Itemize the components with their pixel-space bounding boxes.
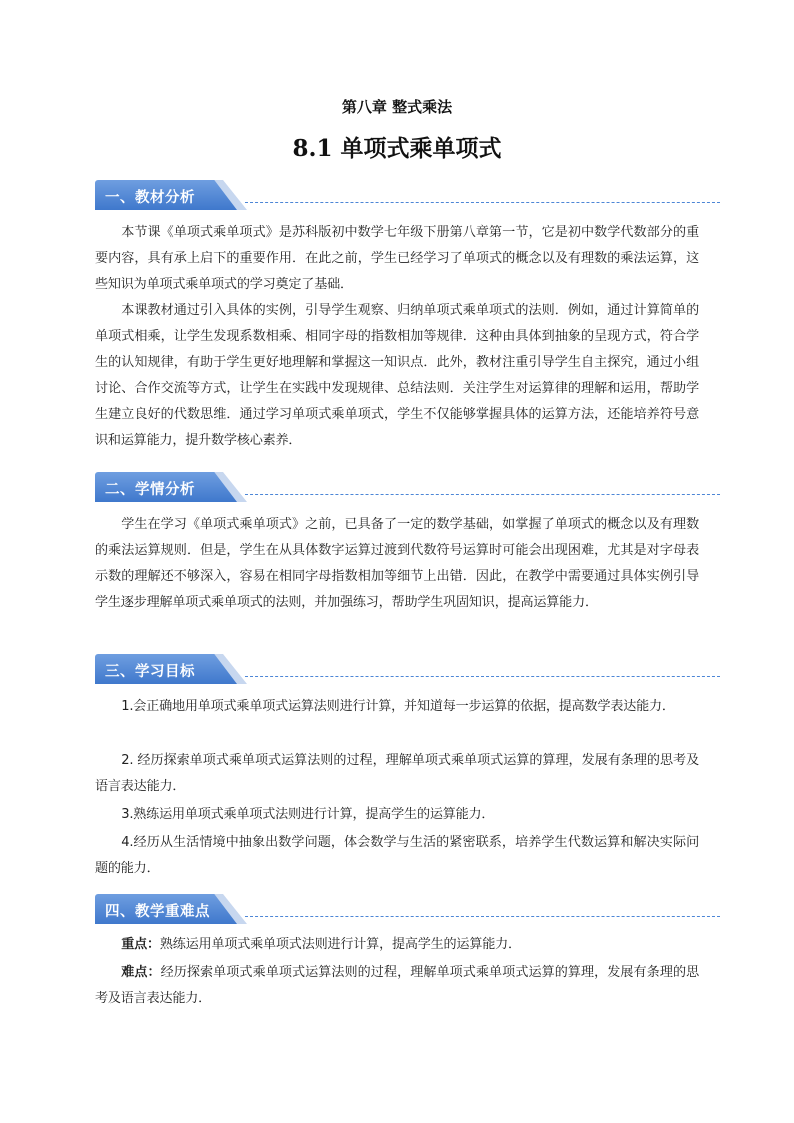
dashed-divider bbox=[245, 494, 720, 495]
paragraph: 本节课《单项式乘单项式》是苏科版初中数学七年级下册第八章第一节，它是初中数学代数部分的重要内容，具有承上启下的重要作用．在此之前，学生已经学习了单项式的概念以及有理数的乘法运算，这些知识为单项式乘单项式的学习奠定了基础． bbox=[95, 225, 699, 292]
difficult-point bbox=[95, 960, 699, 1012]
paragraph: 学生在学习《单项式乘单项式》之前，已具备了一定的数学基础，如掌握了单项式的概念以及有理数的乘法运算规则．但是，学生在从具体数字运算过渡到代数符号运算时可能会出现困难，尤其是对字母表示数的理解还不够深入，容易在相同字母指数相加等细节上出错．因此，在教学中需要通过具体实例引导学生逐步理解单项式乘单项式的法则，并加强练习，帮助学生巩固知识，提高运算能力． bbox=[95, 517, 699, 610]
key-point bbox=[95, 932, 699, 958]
chapter-title: 第八章 整式乘法 bbox=[341, 98, 453, 116]
objective-item: 3.熟练运用单项式乘单项式法则进行计算，提高学生的运算能力． bbox=[121, 807, 495, 822]
objective-item: 1.会正确地用单项式乘单项式运算法则进行计算，并知道每一步运算的依据，提高数学表达能力． bbox=[121, 699, 675, 714]
difficult-point-label: 难点： bbox=[121, 965, 161, 980]
section-heading-key-difficult-points bbox=[95, 894, 720, 924]
key-point-label: 重点： bbox=[121, 937, 160, 952]
section-heading-label: 三、学习目标 bbox=[105, 664, 195, 680]
section-heading-learning-objectives bbox=[95, 654, 720, 684]
section-heading-learning-situation bbox=[95, 472, 720, 502]
section-heading-label: 二、学情分析 bbox=[105, 482, 195, 498]
paragraph: 本课教材通过引入具体的实例，引导学生观察、归纳单项式乘单项式的法则．例如，通过计算简单的单项式相乘，让学生发现系数相乘、相同字母的指数相加等规律．这种由具体到抽象的呈现方式，符合学生的认知规律，有助于学生更好地理解和掌握这一知识点．此外，教材注重引导学生自主探究，通过小组讨论、合作交流等方式，让学生在实践中发现规律、总结法则．关注学生对运算律的理解和运用，帮助学生建立良好的代数思维．通过学习单项式乘单项式，学生不仅能够掌握具体的运算方法，还能培养符号意识和运算能力，提升数学核心素养． bbox=[95, 303, 699, 448]
section-heading-textbook-analysis bbox=[95, 180, 720, 210]
lesson-title: 8.1 单项式乘单项式 bbox=[292, 135, 502, 162]
dashed-divider bbox=[245, 916, 720, 917]
objective-item: 2. 经历探索单项式乘单项式运算法则的过程，理解单项式乘单项式运算的算理，发展有条理的思考及语言表达能力． bbox=[95, 753, 699, 794]
objective-item: 4.经历从生活情境中抽象出数学问题，体会数学与生活的紧密联系，培养学生代数运算和解决实际问题的能力． bbox=[95, 835, 699, 876]
section-heading-label: 四、教学重难点 bbox=[105, 904, 210, 920]
dashed-divider bbox=[245, 202, 720, 203]
dashed-divider bbox=[245, 676, 720, 677]
section-heading-label: 一、教材分析 bbox=[105, 190, 195, 206]
key-point-text: 熟练运用单项式乘单项式法则进行计算，提高学生的运算能力． bbox=[159, 937, 521, 952]
difficult-point-text: 经历探索单项式乘单项式运算法则的过程，理解单项式乘单项式运算的算理，发展有条理的思考及语言表达能力． bbox=[95, 965, 699, 1006]
